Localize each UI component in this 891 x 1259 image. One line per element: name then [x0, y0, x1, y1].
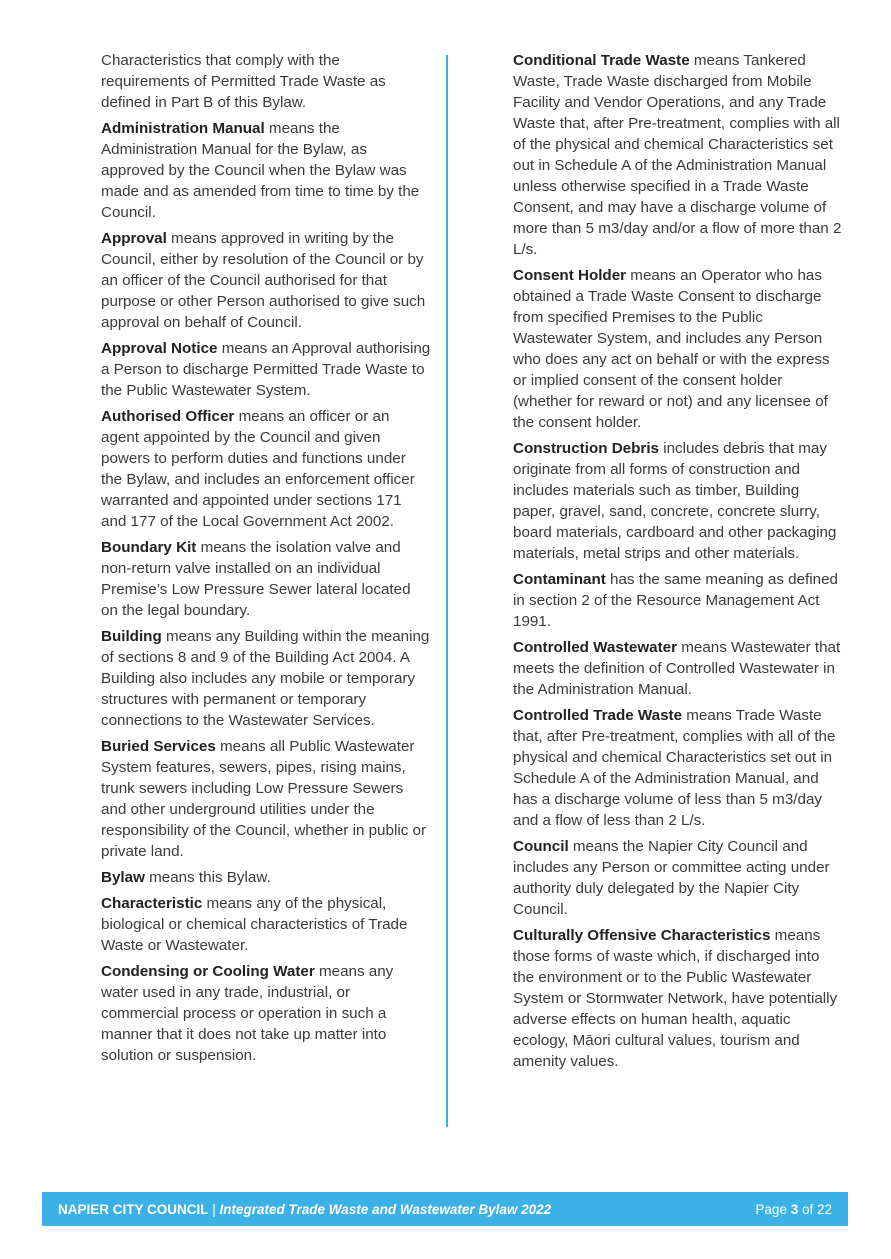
definition-text: means an officer or an agent appointed by the Council and given powers to perform duties and functions under the Bylaw, and includes an enforcement officer warranted and appointed under sections 171 and 177 of the Local Government Act 2002.	[101, 408, 415, 530]
definition-term: Administration Manual	[101, 120, 265, 137]
definition-entry	[101, 893, 431, 956]
definition-text: means the Napier City Council and includes any Person or committee acting under authority duly delegated by the Napier City Council.	[513, 838, 830, 918]
footer-separator: |	[208, 1201, 220, 1217]
definition-entry	[513, 637, 843, 700]
page-indicator	[755, 1202, 832, 1217]
definition-term: Consent Holder	[513, 267, 627, 284]
definition-text: includes debris that may originate from all forms of construction and includes materials such as timber, Building paper, gravel, sand, concrete, concrete slurry, board materials, cardboard and other packaging materials, metal strips and other materials.	[513, 440, 837, 562]
definition-entry	[101, 406, 431, 532]
definition-entry	[101, 537, 431, 621]
footer-left	[58, 1202, 551, 1217]
definition-term: Buried Services	[101, 738, 216, 755]
footer-document-title: Integrated Trade Waste and Wastewater Bylaw 2022	[219, 1201, 552, 1217]
page-prefix: Page	[755, 1201, 791, 1217]
definition-term: Culturally Offensive Characteristics	[513, 927, 771, 944]
definition-text: Characteristics that comply with the requirements of Permitted Trade Waste as defined in Part B of this Bylaw.	[101, 52, 386, 111]
right-column	[513, 50, 843, 1077]
definition-text: means all Public Wastewater System features, sewers, pipes, rising mains, trunk sewers including Low Pressure Sewers and other underground utilities under the responsibility of the Council, whether in public or private land.	[101, 738, 427, 860]
definition-text: means the isolation valve and non-return valve installed on an individual Premise’s Low Pressure Sewer lateral located on the legal boundary.	[101, 539, 411, 619]
definition-term: Approval Notice	[101, 340, 218, 357]
definition-text: means Tankered Waste, Trade Waste discharged from Mobile Facility and Vendor Operations, and any Trade Waste that, after Pre-treatment, complies with all of the physical and chemical Characteristics set out in Schedule A of the Administration Manual unless otherwise specified in a Trade Waste Consent, and may have a discharge volume of more than 5 m3/day and/or a flow of more than 2 L/s.	[513, 52, 842, 258]
definition-text: has the same meaning as defined in section 2 of the Resource Management Act 1991.	[513, 571, 838, 630]
definition-term: Conditional Trade Waste	[513, 52, 690, 69]
definition-entry	[513, 569, 843, 632]
definition-entry	[101, 118, 431, 223]
definition-text: means an Approval authorising a Person to discharge Permitted Trade Waste to the Public Wastewater System.	[101, 340, 431, 399]
definition-entry	[513, 265, 843, 433]
definition-text: means Trade Waste that, after Pre-treatment, complies with all of the physical and chemical Characteristics set out in Schedule A of the Administration Manual, and has a discharge volume of less than 5 m3/day and a flow of less than 2 L/s.	[513, 707, 836, 829]
footer-org-name: NAPIER CITY COUNCIL	[58, 1201, 209, 1217]
definition-term: Condensing or Cooling Water	[101, 963, 315, 980]
definition-term: Approval	[101, 230, 167, 247]
definition-term: Boundary Kit	[101, 539, 197, 556]
definition-entry	[101, 961, 431, 1066]
definition-entry	[513, 705, 843, 831]
definition-term: Bylaw	[101, 869, 145, 886]
definition-text: means an Operator who has obtained a Trade Waste Consent to discharge from specified Premises to the Public Wastewater System, and includes any Person who does any act on behalf or with the express or implied consent of the consent holder (whether for reward or not) and any licensee of the consent holder.	[513, 267, 830, 431]
definition-entry	[513, 50, 843, 260]
definition-entry	[101, 867, 431, 888]
page-number: 3	[790, 1201, 799, 1217]
definition-entry	[101, 338, 431, 401]
definition-term: Controlled Trade Waste	[513, 707, 683, 724]
definition-term: Authorised Officer	[101, 408, 235, 425]
definition-entry	[513, 438, 843, 564]
definition-text: means any Building within the meaning of sections 8 and 9 of the Building Act 2004. A Building also includes any mobile or temporary structures with permanent or temporary connections to the Wastewater Services.	[101, 628, 430, 729]
definition-text: means the Administration Manual for the Bylaw, as approved by the Council when the Bylaw was made and as amended from time to time by the Council.	[101, 120, 420, 221]
definition-text: means any of the physical, biological or chemical characteristics of Trade Waste or Wastewater.	[101, 895, 408, 954]
definition-entry	[101, 736, 431, 862]
definition-term: Characteristic	[101, 895, 203, 912]
definition-text: means those forms of waste which, if discharged into the environment or to the Public Wastewater System or Stormwater Network, have potentially adverse effects on human health, aquatic ecology, Māori cultural values, tourism and amenity values.	[513, 927, 838, 1070]
definition-entry	[101, 228, 431, 333]
definition-text: means Wastewater that meets the definition of Controlled Wastewater in the Administration Manual.	[513, 639, 841, 698]
definition-entry	[513, 836, 843, 920]
left-column	[101, 50, 431, 1071]
definition-term: Building	[101, 628, 162, 645]
definition-term: Council	[513, 838, 569, 855]
definition-text: means this Bylaw.	[144, 869, 271, 886]
definition-term: Controlled Wastewater	[513, 639, 677, 656]
page-footer	[42, 1192, 848, 1226]
definition-entry	[101, 626, 431, 731]
definition-entry	[513, 925, 843, 1072]
definition-text: means any water used in any trade, industrial, or commercial process or operation in such a manner that it does not take up matter into solution or suspension.	[101, 963, 394, 1064]
definition-term: Construction Debris	[513, 440, 659, 457]
definition-text: means approved in writing by the Council, either by resolution of the Council or by an officer of the Council authorised for that purpose or other Person authorised to give such approval on behalf of Council.	[101, 230, 426, 331]
page-suffix: of 22	[798, 1201, 832, 1217]
definition-entry	[101, 50, 431, 113]
column-divider	[446, 55, 448, 1127]
definition-term: Contaminant	[513, 571, 606, 588]
